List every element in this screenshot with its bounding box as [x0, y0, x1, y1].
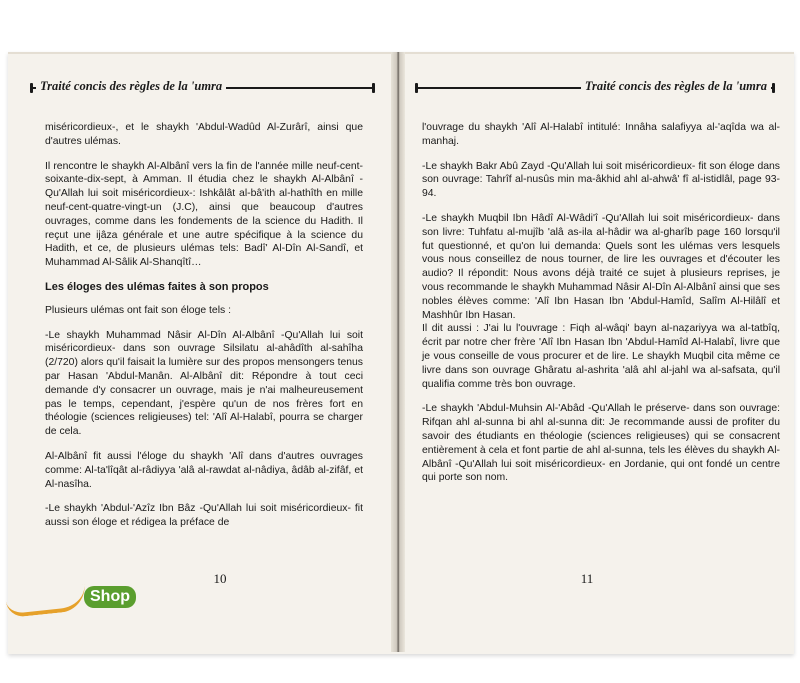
right-running-header — [415, 80, 775, 94]
logo-text: Shop — [84, 586, 136, 608]
page-number-label: 11 — [580, 571, 594, 586]
page-number — [204, 570, 236, 588]
page-number — [571, 570, 603, 588]
left-body-text — [45, 121, 363, 541]
paragraph: Il rencontre le shaykh Al-Albânî vers la fin de l'année mille neuf-cent-soixante-dix-sept, à Amman. Il étudia chez le shaykh Al-Albânî -Qu'Allah lui soit miséricordieux-: Ishkâlât al-bâ'ith al-hathîth en mille neuf-cent-quatre-vingt-un (J.C), ainsi que beaucoup d'autres ouvrages, comme dans les fondements de la science du Hadith. Il reçut une ijâza générale et une autre spécifique à la science du Hadith, et ce, de plusieurs ulémas tels: Badî' Al-Dîn Al-Sandî, et Muhammad Al-Sâlik Al-Shanqîtî… — [45, 160, 363, 269]
section-heading: Les éloges des ulémas faites à son propos — [45, 280, 269, 293]
paragraph: miséricordieux-, et le shaykh 'Abdul-Wadûd Al-Zurârî, ainsi que d'autres ulémas. — [45, 122, 363, 147]
paragraph: -Le shaykh 'Abdul-'Azîz Ibn Bâz -Qu'Allah lui soit miséricordieux- fit aussi son éloge et rédigea la préface de — [45, 503, 363, 529]
logo-swoosh-icon — [5, 584, 87, 618]
paragraph: Al-Albânî fit aussi l'éloge du shaykh 'Alî dans d'autres ouvrages comme: Al-ta'lîqât al-râdiyya 'alâ al-rawdat al-nâdiya, âdâb al-zifâf, et Al-nasîha. — [45, 450, 363, 490]
header-title: Traité concis des règles de la 'umra — [581, 79, 771, 94]
header-title: Traité concis des règles de la 'umra — [36, 79, 226, 94]
paragraph: Il dit aussi : J'ai lu l'ouvrage : Fiqh al-wâqi' bayn al-naẓariyya wa al-tatbîq, écrit par notre cher frère 'Alî Ibn Hasan Ibn 'Abdul-Hamîd Al-Halabî, livre que je vous conseille de vous procurer et de lire. Le shaykh Muqbil cita même ce livre dans son ouvrage Ghâratu al-ashrita 'alâ ahl al-jahl wa al-safsata, qu'il qualifia comme très bon ouvrage. — [422, 323, 780, 390]
paragraph: -Le shaykh Muqbil Ibn Hâdî Al-Wâdi'î -Qu'Allah lui soit miséricordieux- dans son livre: Tuhfatu al-mujîb 'alâ as-ila al-hâdir wa al-gharîb page 160 lorsqu'il fut questionné, et qu'on lui demanda: Quels sont les ulémas vers lesquels vous nous conseillez de nous tourner, de lire les ouvrages et d'écouter les audio? Il répondit: Nous avons déjà traité ce sujet à plusieurs reprises, je vous recommande le shaykh Muhammad Nâsir Al-Dîn Al-Albânî ainsi que ses nobles élèves comme: 'Alî Ibn Hasan Ibn 'Abdul-Hamîd, Salîm Al-Hilâlî et Mashhûr Ibn Hasan. — [422, 212, 780, 321]
paragraph: -Le shaykh 'Abdul-Muhsin Al-'Abâd -Qu'Allah le préserve- dans son ouvrage: Rifqan ahl al-sunna bi ahl al-sunna dit: Je recommande aussi de profiter du savoir des étudiants en théologie (sciences religieuses) qui se consacrent entièrement à cela et font partie de ahl al-sunna, tels les élèves du shaykh Al-Albânî -Qu'Allah lui soit miséricordieux- en Jordanie, qui ont fondé un centre qui porte son nom. — [422, 403, 780, 484]
paragraph: -Le shaykh Bakr Abû Zayd -Qu'Allah lui soit miséricordieux- fit son éloge dans son ouvrage: Tahrîf al-nusûs min ma-âkhid ahl al-ahwâ' fî al-istidlâl, page 93-94. — [422, 160, 780, 200]
shop-logo — [6, 582, 136, 616]
right-body-text — [422, 121, 780, 496]
paragraph: -Le shaykh Muhammad Nâsir Al-Dîn Al-Albânî -Qu'Allah lui soit miséricordieux- dans son ouvrage Silsilatu al-ahâdîth al-sahîha (2/720) alors qu'il faisait la lumière sur des propos mensongers tenus par Hasan 'Abdul-Manân. Al-Albânî dit: Répondre à tout ceci demande d'y consacrer un ouvrage, mais je n'ai malheureusement pas le temps, cependant, j'espère qu'un de nos frères fort en théologie (sciences religieuses) tel: 'Alî Al-Halabî, pourra se charger de cela. — [45, 329, 363, 438]
page-number-label: 10 — [213, 571, 227, 586]
right-page — [405, 52, 794, 652]
paragraph: l'ouvrage du shaykh 'Alî Al-Halabî intitulé: Innâha salafiyya al-'aqîda wa al-manhaj. — [422, 122, 780, 147]
paragraph: Plusieurs ulémas ont fait son éloge tels : — [45, 304, 231, 316]
left-running-header — [30, 80, 375, 94]
left-page — [8, 52, 391, 652]
book-gutter — [391, 52, 405, 652]
